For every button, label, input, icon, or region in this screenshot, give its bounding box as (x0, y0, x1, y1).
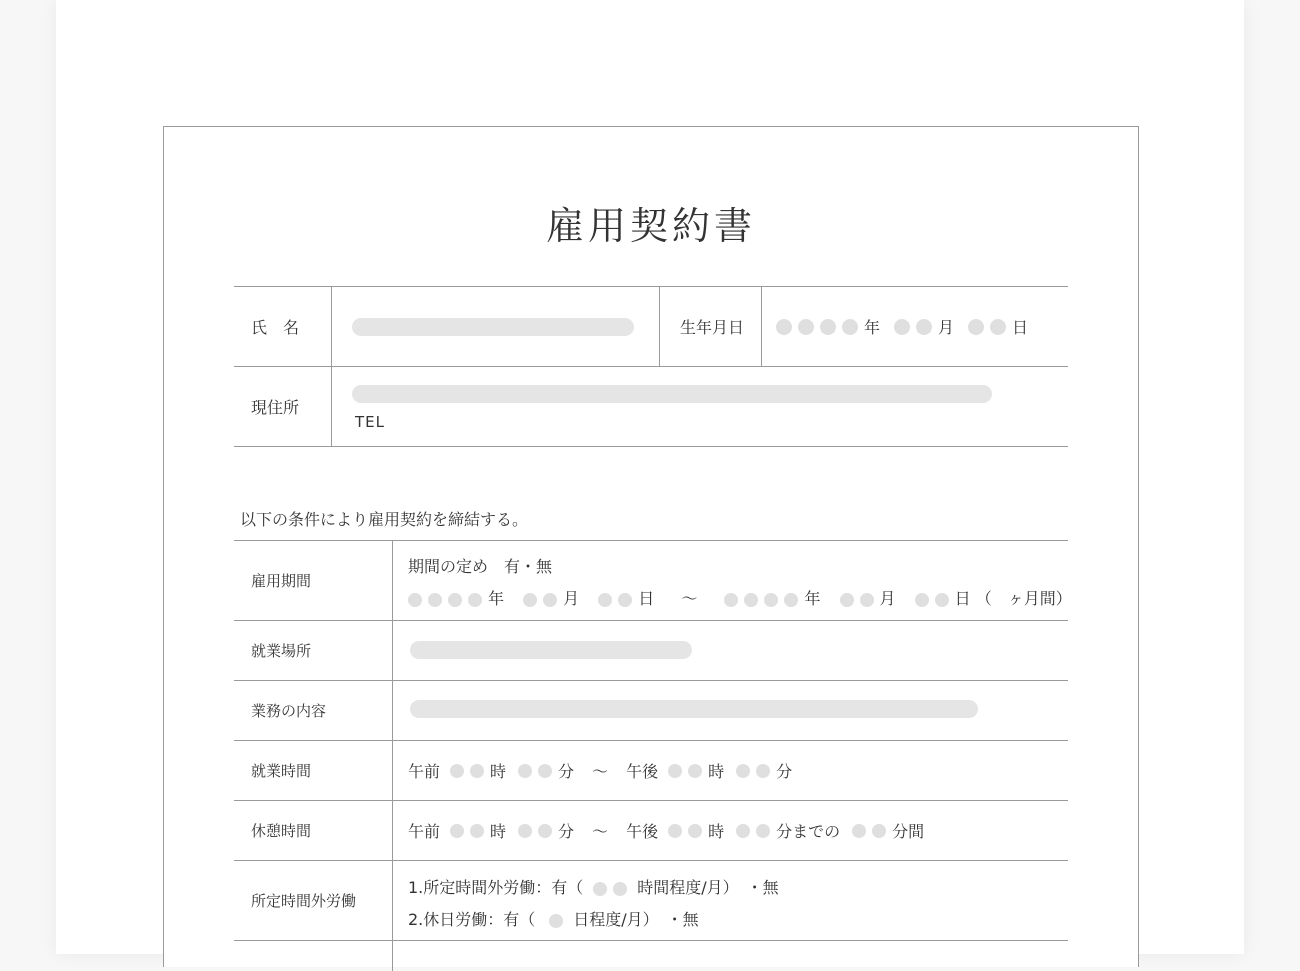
address-label: 現住所 (251, 398, 300, 417)
overtime-line-1-suffix: 時間程度/月） ・無 (637, 878, 779, 897)
duties-label: 業務の内容 (251, 702, 327, 720)
period-label: 雇用期間 (251, 572, 312, 590)
break-pm-label: 午後 (626, 822, 659, 841)
birth-year-unit: 年 (864, 318, 881, 337)
hours-end-minute-unit: 分 (776, 762, 793, 781)
birthdate-field[interactable] (776, 287, 1076, 366)
document-title: 雇用契約書 (545, 204, 756, 248)
overtime-label: 所定時間外労働 (251, 892, 357, 910)
period-start-month-unit: 月 (563, 589, 580, 608)
period-start-day-unit: 日 (638, 589, 655, 608)
birth-month-unit: 月 (938, 318, 955, 337)
break-start-minute-unit: 分 (558, 822, 575, 841)
hours-end-hour-unit: 時 (708, 762, 725, 781)
period-end-month-unit: 月 (879, 589, 896, 608)
overtime-line-2-prefix: 2.休日労働：有（ (408, 910, 536, 929)
overtime-line-2[interactable] (408, 907, 699, 930)
period-tilde: 〜 (681, 589, 698, 608)
hours-label: 就業時間 (251, 762, 312, 780)
name-field[interactable] (352, 287, 634, 366)
birth-label: 生年月日 (680, 318, 745, 337)
next-row-partial (234, 941, 1068, 971)
address-field[interactable] (352, 385, 992, 403)
hours-tilde: 〜 (592, 762, 609, 781)
break-label: 休憩時間 (251, 822, 312, 840)
workplace-row (234, 621, 1068, 681)
hours-field[interactable] (408, 741, 792, 800)
break-duration-label: 分間 (892, 822, 925, 841)
period-start-year-unit: 年 (488, 589, 505, 608)
conditions-table (234, 540, 1072, 971)
name-row (234, 287, 1068, 367)
birth-day-unit: 日 (1012, 318, 1029, 337)
break-tilde: 〜 (592, 822, 609, 841)
break-row (234, 801, 1068, 861)
contract-document (163, 126, 1139, 967)
workplace-label: 就業場所 (251, 642, 312, 660)
period-definition: 期間の定め 有・無 (408, 557, 553, 576)
duties-field[interactable] (410, 700, 978, 718)
hours-pm-label: 午後 (626, 762, 659, 781)
overtime-line-2-suffix: 日程度/月） ・無 (573, 910, 699, 929)
intro-text: 以下の条件により雇用契約を締結する。 (240, 510, 529, 529)
period-end-year-unit: 年 (804, 589, 821, 608)
hours-am-label: 午前 (408, 762, 441, 781)
break-field[interactable] (408, 801, 924, 860)
name-label: 氏 名 (251, 318, 300, 337)
hours-start-hour-unit: 時 (490, 762, 507, 781)
tel-label: TEL (355, 413, 385, 431)
period-months-note: （ ヶ月間） (975, 589, 1072, 608)
personal-info-table (234, 286, 1068, 447)
break-until-label: 分までの (776, 822, 841, 841)
break-end-hour-unit: 時 (708, 822, 725, 841)
duties-row (234, 681, 1068, 741)
hours-start-minute-unit: 分 (558, 762, 575, 781)
break-start-hour-unit: 時 (490, 822, 507, 841)
period-row (234, 541, 1072, 621)
overtime-row (234, 861, 1068, 941)
overtime-line-1[interactable] (408, 875, 779, 898)
address-row (234, 367, 1068, 447)
period-dates[interactable] (408, 586, 1072, 609)
hours-row (234, 741, 1068, 801)
break-am-label: 午前 (408, 822, 441, 841)
period-end-day-unit: 日 (954, 589, 971, 608)
overtime-line-1-prefix: 1.所定時間外労働：有（ (408, 878, 584, 897)
name-placeholder-bar (352, 318, 634, 336)
workplace-field[interactable] (410, 641, 692, 659)
